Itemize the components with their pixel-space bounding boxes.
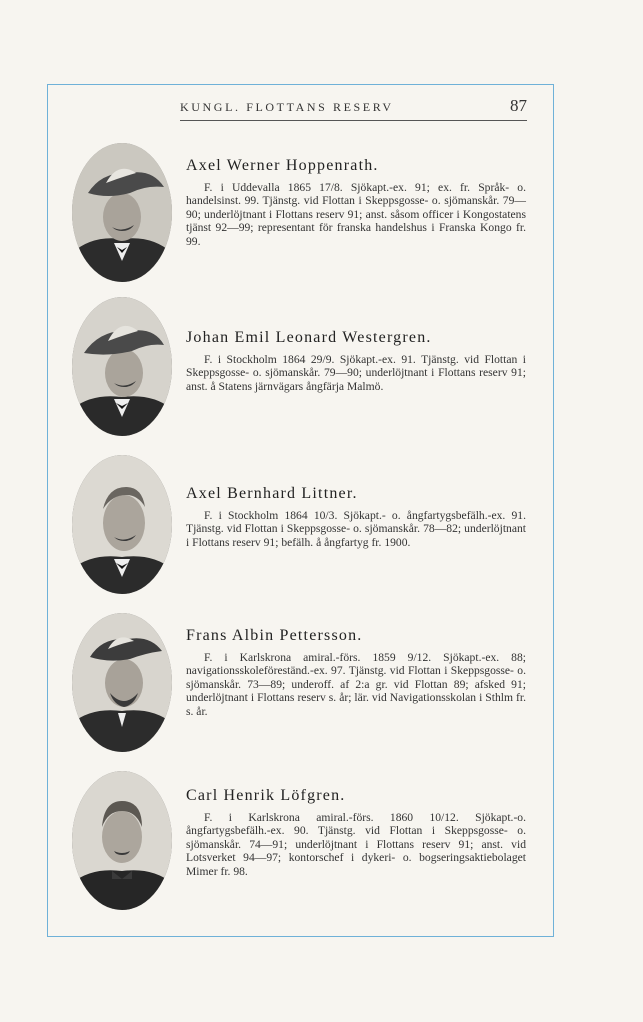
- portrait-photo: [72, 143, 172, 282]
- page-frame: [47, 84, 554, 937]
- entry-text: [186, 157, 526, 248]
- entry-text: [186, 627, 526, 718]
- person-name: Frans Albin Pettersson.: [186, 627, 363, 644]
- person-name: Carl Henrik Löfgren.: [186, 787, 346, 804]
- header-title: KUNGL. FLOTTANS RESERV: [180, 100, 394, 114]
- page-number: 87: [510, 96, 527, 115]
- person-biography: F. i Uddevalla 1865 17/8. Sjökapt.-ex. 91; ex. fr. Språk- o. handelsinst. 99. Tjänstg. vid Flottan i Skeppsgosse- o. sjömanskår. 79—90; underlöjtnant i Flottans reserv 91; anst. såsom officer i Kongostatens tjänst 92—99; representant för franska handelshus i Franska Kongo fr. 99.: [186, 181, 526, 248]
- person-biography: F. i Karlskrona amiral.-förs. 1860 10/12. Sjökapt.-o. ångfartygsbefälh.-ex. 90. Tjänstg. vid Flottan i Skeppsgosse- o. sjömanskår. 74—91; underlöjtnant i Flottans reserv 91; anst. vid Lotsverket 94—97; kontorschef i dykeri- o. bogseringsaktiebolaget Mimer fr. 98.: [186, 811, 526, 878]
- entry-text: [186, 329, 526, 393]
- person-name: Johan Emil Leonard Westergren.: [186, 329, 432, 346]
- person-biography: F. i Stockholm 1864 10/3. Sjökapt.- o. ångfartygsbefälh.-ex. 91. Tjänstg. vid Flottan i Skeppsgosse- o. sjömanskår. 78—82; underlöjtnant i Flottans reserv 91; befälh. å ångfartyg fr. 1900.: [186, 509, 526, 549]
- person-name: Axel Werner Hoppenrath.: [186, 157, 379, 174]
- running-header: [48, 96, 553, 119]
- portrait-photo: [72, 771, 172, 910]
- person-name: Axel Bernhard Littner.: [186, 485, 358, 502]
- entry-text: [186, 485, 526, 549]
- header-rule: [180, 120, 527, 121]
- entry-text: [186, 787, 526, 878]
- portrait-photo: [72, 455, 172, 594]
- person-biography: F. i Karlskrona amiral.-förs. 1859 9/12. Sjökapt.-ex. 88; navigationsskoleföreständ.-ex. 97. Tjänstg. vid Flottan i Skeppsgosse- o. sjömanskår. 73—89; underoff. af 2:a gr. vid Flottan 89; afsked 91; underlöjtnant i Flottans reserv s. år; lär. vid Navigationsskolan i Sthlm fr. s. år.: [186, 651, 526, 718]
- person-biography: F. i Stockholm 1864 29/9. Sjökapt.-ex. 91. Tjänstg. vid Flottan i Skeppsgosse- o. sjömanskår. 79—90; underlöjtnant i Flottans reserv 91; anst. å Statens järnvägars ångfärja Malmö.: [186, 353, 526, 393]
- portrait-photo: [72, 297, 172, 436]
- portrait-photo: [72, 613, 172, 752]
